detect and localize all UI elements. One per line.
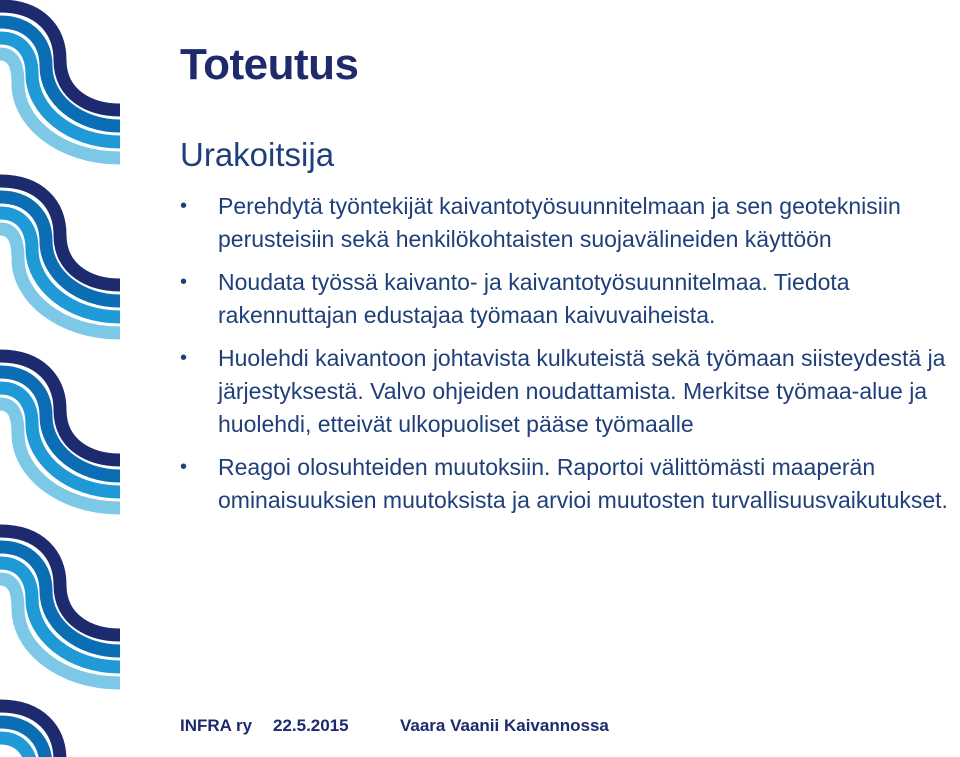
pipe-band-4 [0, 531, 120, 683]
decorative-pipe-pattern [0, 0, 120, 757]
footer-organization: INFRA ry [180, 716, 253, 735]
bullet-list [180, 190, 950, 527]
bullet-item [180, 266, 950, 332]
footer-event-title: Vaara Vaanii Kaivannossa [400, 716, 609, 735]
bullet-text: Perehdytä työntekijät kaivantotyösuunnitelmaan ja sen geoteknisiin perusteisiin sekä henkilökohtaisten suojavälineiden käyttöön [218, 193, 901, 252]
section-subheading: Urakoitsija [180, 136, 335, 173]
pipe-band-2 [0, 181, 120, 333]
bullet-text: Noudata työssä kaivanto- ja kaivantotyösuunnitelmaa. Tiedota rakennuttajan edustajaa työmaan kaivuvaiheista. [218, 269, 850, 328]
pipe-band-5 [0, 706, 60, 757]
bullet-item [180, 342, 950, 441]
bullet-item [180, 190, 950, 256]
bullet-dot-icon: • [180, 456, 188, 478]
bullet-text: Huolehdi kaivantoon johtavista kulkuteistä sekä työmaan siisteydestä ja järjestyksestä. Valvo ohjeiden noudattamista. Merkitse työmaa-alue ja huolehdi, etteivät ulkopuoliset pääse työmaalle [218, 345, 946, 437]
bullet-dot-icon: • [180, 347, 188, 369]
bullet-item [180, 451, 950, 517]
bullet-dot-icon: • [180, 271, 188, 293]
bullet-text: Reagoi olosuhteiden muutoksiin. Raportoi välittömästi maaperän ominaisuuksien muutoksista ja arvioi muutosten turvallisuusvaikutukset. [218, 454, 948, 513]
pipe-band-3 [0, 356, 120, 508]
pipe-band-1 [0, 6, 120, 158]
bullet-dot-icon: • [180, 195, 188, 217]
footer-date: 22.5.2015 [273, 716, 349, 735]
slide-title: Toteutus [180, 40, 359, 89]
